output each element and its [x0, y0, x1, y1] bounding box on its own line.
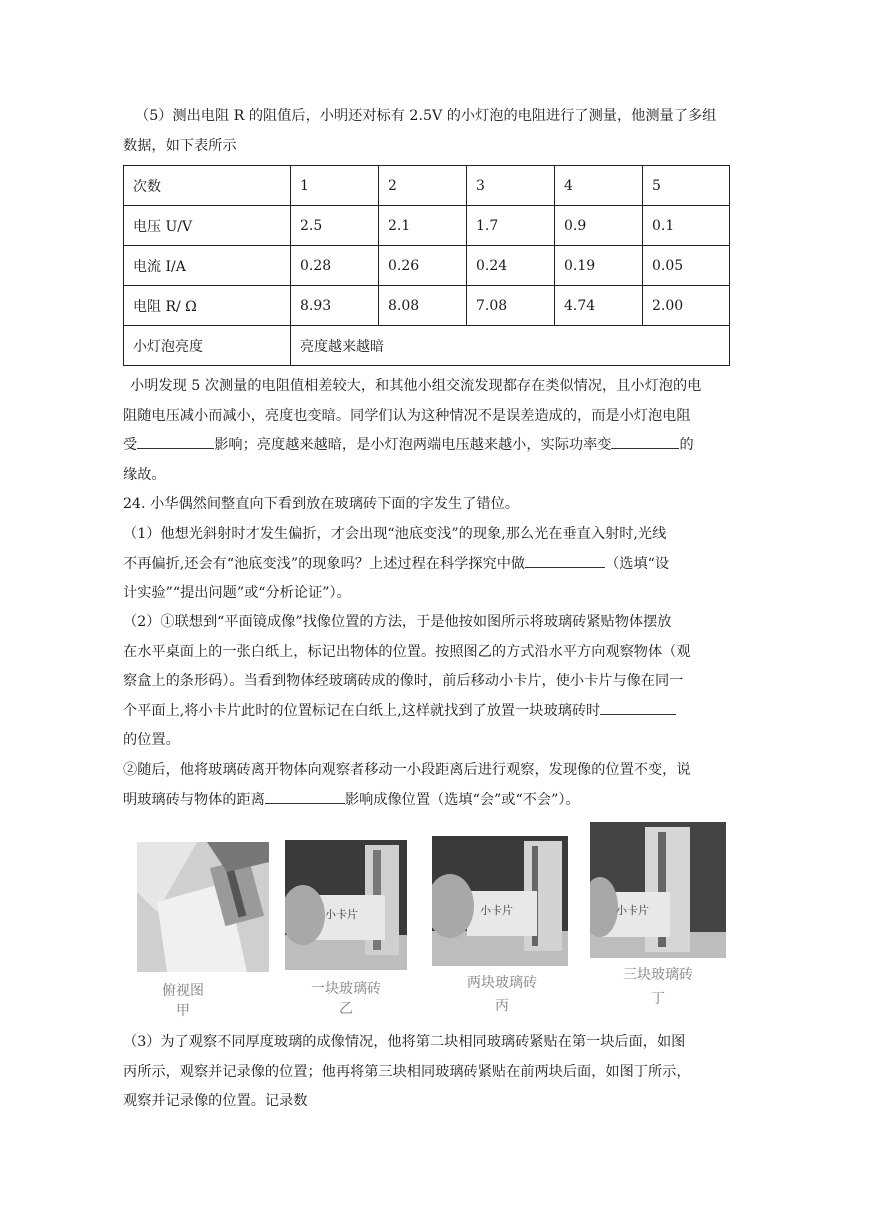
table-cell: 8.08 [379, 286, 467, 326]
q24-p2-line-4 [123, 695, 676, 728]
figure-one-brick [285, 840, 407, 970]
conclusion-text: 的 [679, 437, 694, 453]
answer-blank[interactable] [525, 549, 605, 568]
conclusion-line-1: 小明发现 5 次测量的电阻值相差较大，和其他小组交流发现都存在类似情况，且小灯泡的电 [130, 378, 702, 394]
table-cell: 次数 [124, 166, 291, 206]
table-cell: 2.5 [291, 206, 379, 246]
table-cell: 小灯泡亮度 [124, 326, 291, 366]
table-cell: 0.19 [555, 246, 643, 286]
card-label: 小卡片 [325, 908, 358, 921]
q24-p2b-line-1: ②随后，他将玻璃砖离开物体向观察者移动一小段距离后进行观察，发现像的位置不变，说 [123, 762, 691, 778]
table-cell: 0.26 [379, 246, 467, 286]
q24-p1-line-1: （1）他想光斜射时才发生偏折，才会出现“池底变浅”的现象,那么光在垂直入射时,光线 [123, 526, 667, 542]
figure-label: 丁 [651, 991, 665, 1007]
three-bricks-photo [590, 822, 726, 958]
table-cell: 0.05 [643, 246, 730, 286]
table-row-resistance [124, 286, 730, 326]
answer-blank[interactable] [137, 430, 214, 449]
figure-three-bricks [590, 822, 726, 958]
measurement-table [123, 165, 730, 366]
table-cell: 电流 I/A [124, 246, 291, 286]
answer-blank[interactable] [600, 696, 676, 715]
figure-label: 乙 [339, 1001, 353, 1017]
figure-top-view [137, 842, 269, 972]
conclusion-line-2: 阻随电压减小而减小，亮度也变暗。同学们认为这种情况不是误差造成的，而是小灯泡电阻 [123, 408, 691, 424]
q24-text: （选填“设 [605, 556, 670, 572]
table-cell: 1.7 [467, 206, 555, 246]
table-cell: 4.74 [555, 286, 643, 326]
table-cell: 0.1 [643, 206, 730, 246]
table-cell: 7.08 [467, 286, 555, 326]
answer-blank[interactable] [611, 430, 679, 449]
card-label: 小卡片 [616, 904, 649, 917]
table-cell: 电压 U/V [124, 206, 291, 246]
figure-label: 丙 [495, 998, 509, 1014]
table-cell: 1 [291, 166, 379, 206]
q24-p2-line-5: 的位置。 [123, 732, 180, 748]
q24-text: 影响成像位置（选填“会”或“不会”）。 [344, 792, 580, 808]
table-cell: 0.24 [467, 246, 555, 286]
table-cell: 2.1 [379, 206, 467, 246]
conclusion-line-3 [123, 429, 694, 462]
table-cell: 8.93 [291, 286, 379, 326]
q24-text: 不再偏折,还会有“池底变浅”的现象吗？上述过程在科学探究中做 [123, 556, 526, 572]
table-cell: 2.00 [643, 286, 730, 326]
table-row-current [124, 246, 730, 286]
table-row-voltage [124, 206, 730, 246]
table-row-count [124, 166, 730, 206]
q24-p2-line-3: 察盒上的条形码）。当看到物体经玻璃砖成的像时，前后移动小卡片，使小卡片与像在同一 [123, 673, 684, 689]
answer-blank[interactable] [265, 785, 345, 804]
table-cell: 3 [467, 166, 555, 206]
figure-caption: 三块玻璃砖 [623, 967, 693, 983]
conclusion-line-4: 缘故。 [123, 467, 166, 483]
figure-label: 甲 [176, 1003, 190, 1019]
conclusion-text: 影响；亮度越来越暗，是小灯泡两端电压越来越小，实际功率变 [214, 437, 612, 453]
two-bricks-photo [432, 836, 568, 966]
card-label: 小卡片 [480, 904, 513, 917]
figure-caption: 一块玻璃砖 [311, 981, 381, 997]
table-row-brightness [124, 326, 730, 366]
q3-line-3: 观察并记录像的位置。记录数 [123, 1093, 308, 1109]
q24-p2-line-1: （2）①联想到“平面镜成像”找像位置的方法，于是他按如图所示将玻璃砖紧贴物体摆放 [123, 614, 672, 630]
one-brick-photo [285, 840, 407, 970]
table-cell: 4 [555, 166, 643, 206]
table-cell: 2 [379, 166, 467, 206]
conclusion-text: 受 [123, 437, 138, 453]
table-cell: 0.9 [555, 206, 643, 246]
figure-caption: 俯视图 [162, 983, 204, 999]
figure-caption: 两块玻璃砖 [467, 975, 537, 991]
q24-p2-line-2: 在水平桌面上的一张白纸上，标记出物体的位置。按照图乙的方式沿水平方向观察物体（观 [123, 644, 691, 660]
q24-p2b-line-2 [123, 784, 580, 817]
table-cell: 亮度越来越暗 [291, 326, 730, 366]
table-cell: 电阻 R/ Ω [124, 286, 291, 326]
table-cell: 0.28 [291, 246, 379, 286]
q24-title: 24. 小华偶然间整直向下看到放在玻璃砖下面的字发生了错位。 [123, 496, 519, 512]
q24-text: 个平面上,将小卡片此时的位置标记在白纸上,这样就找到了放置一块玻璃砖时 [123, 703, 601, 719]
q3-line-1: （3）为了观察不同厚度玻璃的成像情况，他将第二块相同玻璃砖紧贴在第一块后面，如图 [123, 1034, 686, 1050]
q24-text: 明玻璃砖与物体的距离 [123, 792, 265, 808]
q5-line-1: （5）测出电阻 R 的阻值后，小明还对标有 2.5V 的小灯泡的电阻进行了测量，他测量了多组 [135, 108, 717, 124]
q3-line-2: 丙所示，观察并记录像的位置；他再将第三块相同玻璃砖紧贴在前两块后面，如图丁所示， [123, 1064, 691, 1080]
top-view-photo [137, 842, 269, 972]
q24-p1-line-3: 计实验”“提出问题”或“分析论证”）。 [123, 585, 351, 601]
table-cell: 5 [643, 166, 730, 206]
q5-line-2: 数据，如下表所示 [123, 138, 237, 154]
figure-two-bricks [432, 836, 568, 966]
